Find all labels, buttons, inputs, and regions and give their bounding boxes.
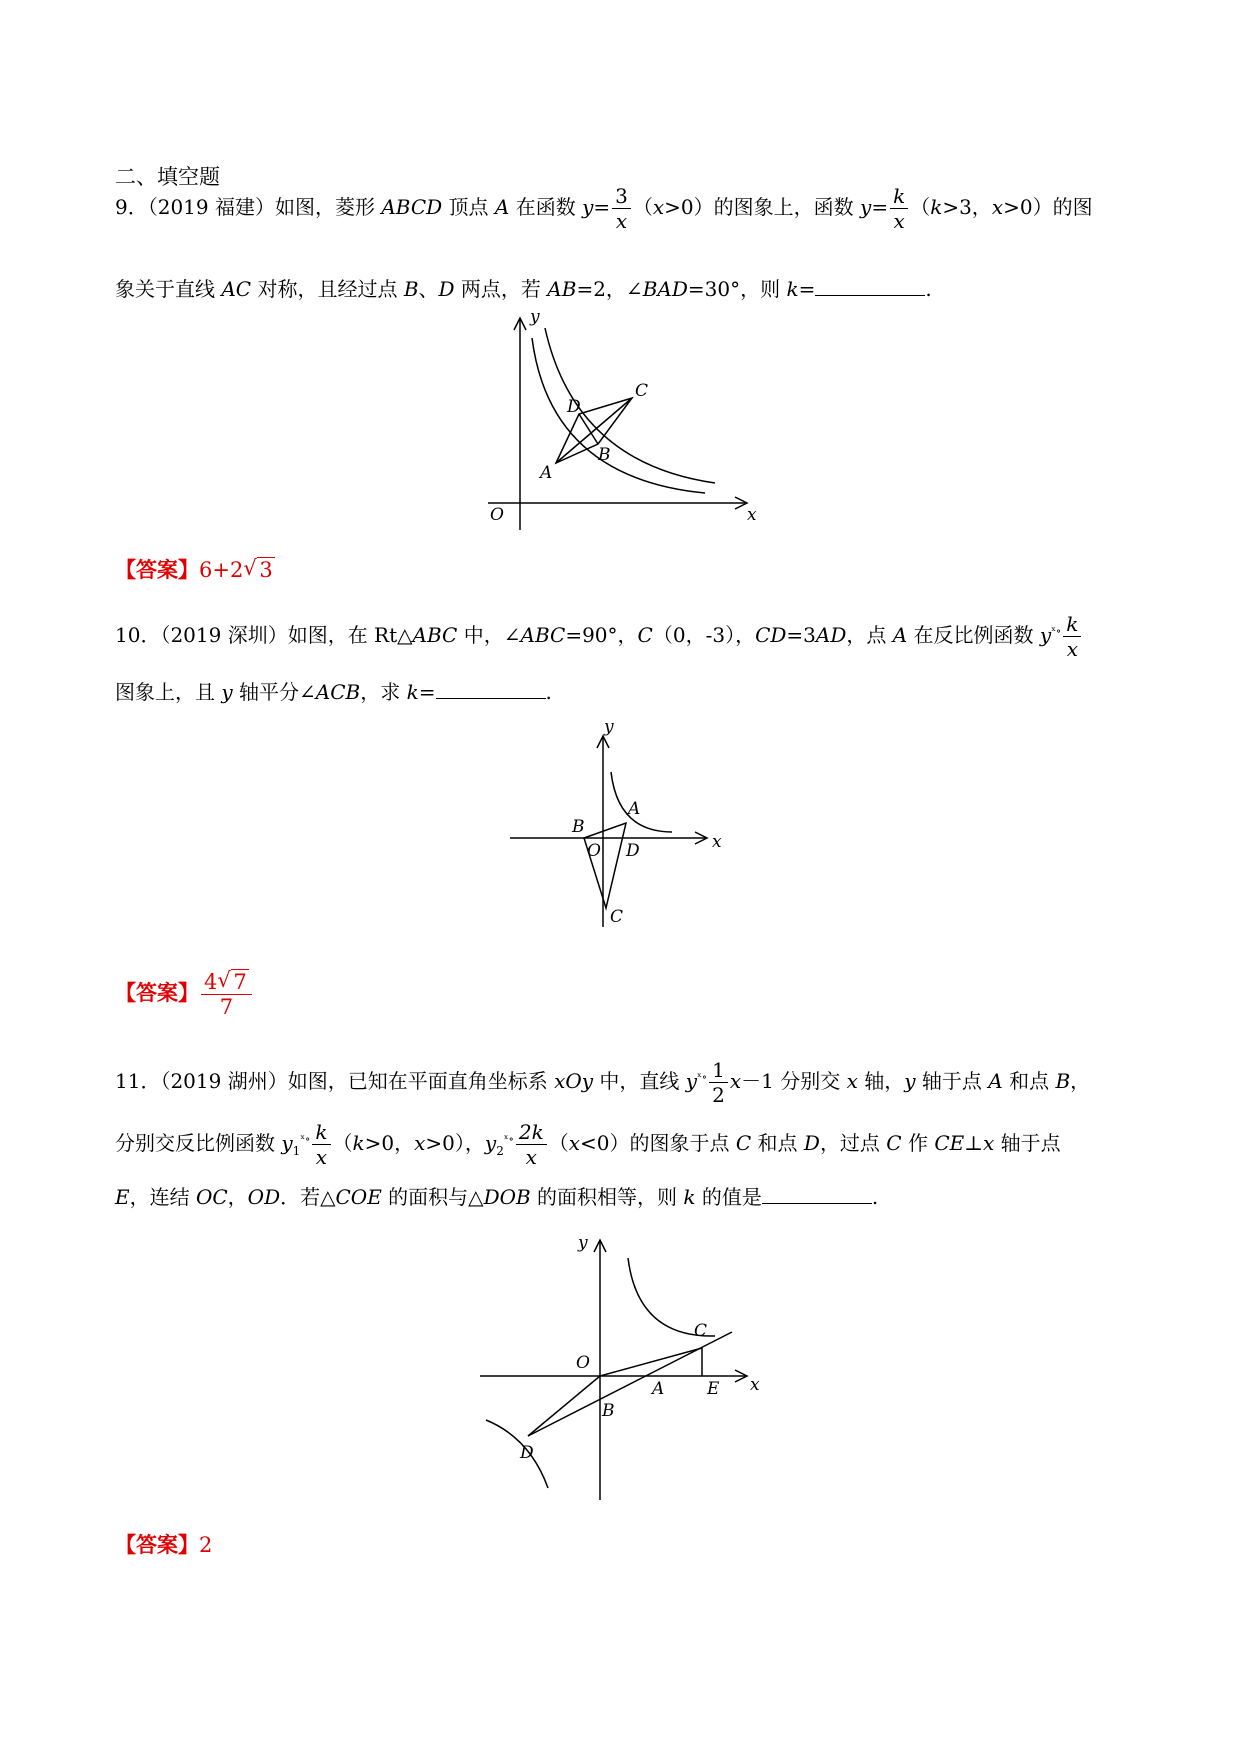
q11-label-B: B [602, 1401, 615, 1421]
q10-label-y: y [604, 722, 614, 737]
q9-label-C: C [635, 381, 649, 401]
q9-label-A: A [540, 463, 553, 483]
q9-fraction-3-over-x: $\frac{3}{x}$ [612, 184, 631, 233]
q9-figure [460, 308, 760, 540]
q11-fraction-k-over-x: $\frac{k}{x}$ [312, 1120, 330, 1169]
q9-line-1: 9．（2019 福建）如图，菱形 ABCD 顶点 A 在函数 y= $\frac{3}{x}$ （x>0）的图象上，函数 y= $\frac{k}{x}$ （k>3，x>0）的图 [115, 184, 1093, 233]
q9-answer-blank [815, 275, 925, 296]
q11-answer-blank [762, 1183, 872, 1204]
q10-answer [115, 970, 254, 1019]
q11-label-x: x [750, 1375, 760, 1395]
q11-answer-value: 2 [199, 1533, 213, 1557]
q9-answer-radical: √ 3 [243, 556, 273, 582]
q11-line-1: 11．（2019 湖州）如图，已知在平面直角坐标系 xOy 中，直线 $y^{ˣ\circ}$ $\frac{1}{2}$ x－1 分别交 x 轴，y 轴于点 A 和点 B， [115, 1058, 1091, 1107]
q11-segment-OD [528, 1376, 600, 1436]
q11-figure [470, 1228, 770, 1506]
q11-label-D: D [520, 1443, 534, 1463]
q10-label-x: x [712, 832, 722, 852]
q11-label-A: A [652, 1379, 665, 1399]
q11-answer-label: 【答案】 [115, 1532, 199, 1557]
q11-segment-OC [600, 1348, 702, 1376]
q9-label-B: B [598, 445, 611, 465]
q11-line-2: 分别交反比例函数 $y_1^{ˣ\circ}$ $\frac{k}{x}$ （k>0，x>0），$y_2^{ˣ\circ}$ $\frac{2k}{x}$ （x<0）的图象于点 C 和点 D，过点 C 作 CE⊥x 轴于点 [115, 1120, 1061, 1169]
q9-answer-label: 【答案】 [115, 557, 199, 582]
q10-label-B: B [572, 817, 585, 837]
section-title: 二、填空题 [115, 165, 220, 189]
q10-answer-fraction: 4 √ 7 7 [201, 970, 252, 1019]
q10-line-1: 10．（2019 深圳）如图，在 Rt△ABC 中，∠ABC=90°，C（0，-3），CD=3AD，点 A 在反比例函数 $y^{ˣ\circ}$ $\frac{k}{x}$ [115, 612, 1083, 661]
q11-fraction-1-over-2: $\frac{1}{2}$ [709, 1058, 728, 1107]
q10-label-A: A [628, 799, 641, 819]
q10-label-D: D [626, 841, 640, 861]
q9-label-O: O [490, 505, 504, 525]
q9-fraction-k-over-x: $\frac{k}{x}$ [890, 184, 908, 233]
q10-fraction-k-over-x: $\frac{k}{x}$ [1063, 612, 1081, 661]
q10-triangle-ABC [584, 823, 626, 908]
q11-label-E: E [707, 1379, 720, 1399]
q9-label-D: D [567, 397, 581, 417]
q10-answer-blank [436, 678, 546, 699]
q10-figure [500, 722, 740, 932]
q11-line-3: E，连结 OC，OD．若△COE 的面积与△DOB 的面积相等，则 k 的值是 . [115, 1185, 879, 1209]
q11-label-C: C [694, 1321, 708, 1341]
q9-label-y: y [530, 308, 540, 327]
q11-label-y: y [578, 1233, 588, 1253]
q11-answer [115, 1530, 212, 1560]
q10-label-O: O [587, 841, 601, 861]
q10-answer-label: 【答案】 [115, 980, 199, 1005]
q10-curve [611, 772, 672, 832]
q9-label-x: x [747, 505, 757, 525]
q9-answer: 【答案】6+2 √ 3 [115, 555, 275, 585]
q11-fraction-2k-over-x: $\frac{2k}{x}$ [516, 1120, 547, 1169]
q11-label-O: O [576, 1353, 590, 1373]
q9-line-2: 象关于直线 AC 对称，且经过点 B、D 两点，若 AB=2，∠BAD=30°，则 k= . [115, 277, 932, 301]
q10-line-2: 图象上，且 y 轴平分∠ACB，求 k= . [115, 680, 552, 704]
q10-label-C: C [610, 907, 624, 927]
